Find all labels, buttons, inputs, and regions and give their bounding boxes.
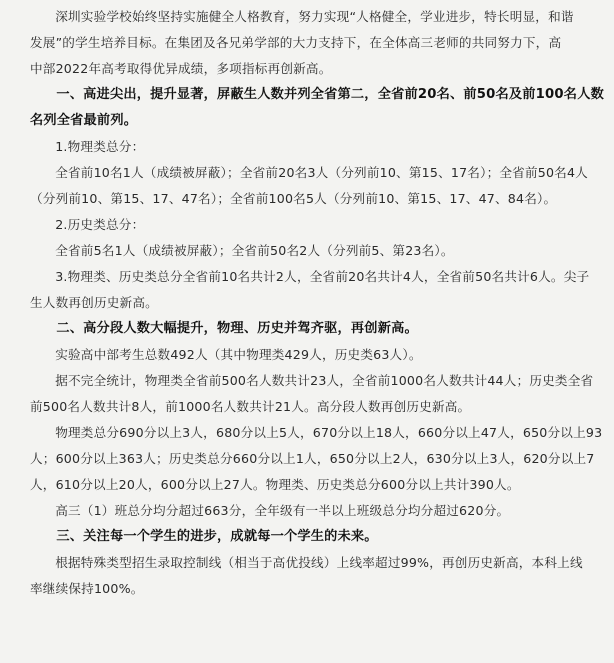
section-3-heading: 三、关注每一个学生的进步，成就每一个学生的未来。 <box>56 529 378 544</box>
section-2-paragraph-3-line-2: 人；600分以上363人；历史类总分660分以上1人，650分以上2人，630分以上3人，620分以上7 <box>30 451 595 466</box>
section-1-heading-line-2: 名列全省最前列。 <box>30 113 138 128</box>
section-1-item-2-label: 2.历史类总分： <box>55 217 145 232</box>
section-2-paragraph-3-line-3: 人，610分以上20人，600分以上27人。物理类、历史类总分600分以上共计390人。 <box>30 477 520 492</box>
intro-paragraph <box>30 4 606 82</box>
section-1-item-1-line-2: （分列前10、第15、17、47名）；全省前100名5人（分列前10、第15、17、47、84名）。 <box>30 191 557 206</box>
section-2-paragraph-3-line-1: 物理类总分690分以上3人，680分以上5人，670分以上18人，660分以上47人，650分以上93 <box>55 425 603 440</box>
section-2-paragraph-2-line-1: 据不完全统计，物理类全省前500名人数共计23人，全省前1000名人数共计44人；历史类全省 <box>55 373 594 388</box>
section-3-paragraph-1-line-2: 率继续保持100%。 <box>30 581 144 596</box>
section-2-heading: 二、高分段人数大幅提升，物理、历史并驾齐驱，再创新高。 <box>56 321 418 336</box>
section-2-paragraph-4: 高三（1）班总分均分超过663分，全年级有一半以上班级总分均分超过620分。 <box>55 503 510 518</box>
section-1-item-2-line-1: 全省前5名1人（成绩被屏蔽）；全省前50名2人（分列前5、第23名）。 <box>55 243 454 258</box>
section-1-item-3-line-1: 3.物理类、历史类总分全省前10名共计2人，全省前20名共计4人，全省前50名共计6人。尖子 <box>55 269 590 284</box>
section-1-item-1-line-1: 全省前10名1人（成绩被屏蔽）；全省前20名3人（分列前10、第15、17名）；全省前50名4人 <box>55 165 588 180</box>
intro-line-3: 中部2022年高考取得优异成绩，多项指标再创新高。 <box>30 61 332 76</box>
section-1-item-3-line-2: 生人数再创历史新高。 <box>30 295 158 310</box>
section-1 <box>30 82 606 316</box>
section-3 <box>30 524 606 602</box>
section-1-item-1-label: 1.物理类总分： <box>55 139 145 154</box>
section-3-paragraph-1-line-1: 根据特殊类型招生录取控制线（相当于高优投线）上线率超过99%，再创历史新高，本科上线 <box>55 555 583 570</box>
section-1-heading-line-1: 一、高进尖出，提升显著，屏蔽生人数并列全省第二，全省前20名、前50名及前100名人数 <box>56 87 604 102</box>
intro-line-1: 深圳实验学校始终坚持实施健全人格教育，努力实现“人格健全，学业进步，特长明显，和谐 <box>55 9 574 24</box>
section-2 <box>30 316 606 524</box>
section-2-paragraph-1: 实验高中部考生总数492人（其中物理类429人，历史类63人）。 <box>55 347 422 362</box>
section-2-paragraph-2-line-2: 前500名人数共计8人，前1000名人数共计21人。高分段人数再创历史新高。 <box>30 399 471 414</box>
intro-line-2: 发展”的学生培养目标。在集团及各兄弟学部的大力支持下，在全体高三老师的共同努力下，高 <box>30 35 562 50</box>
